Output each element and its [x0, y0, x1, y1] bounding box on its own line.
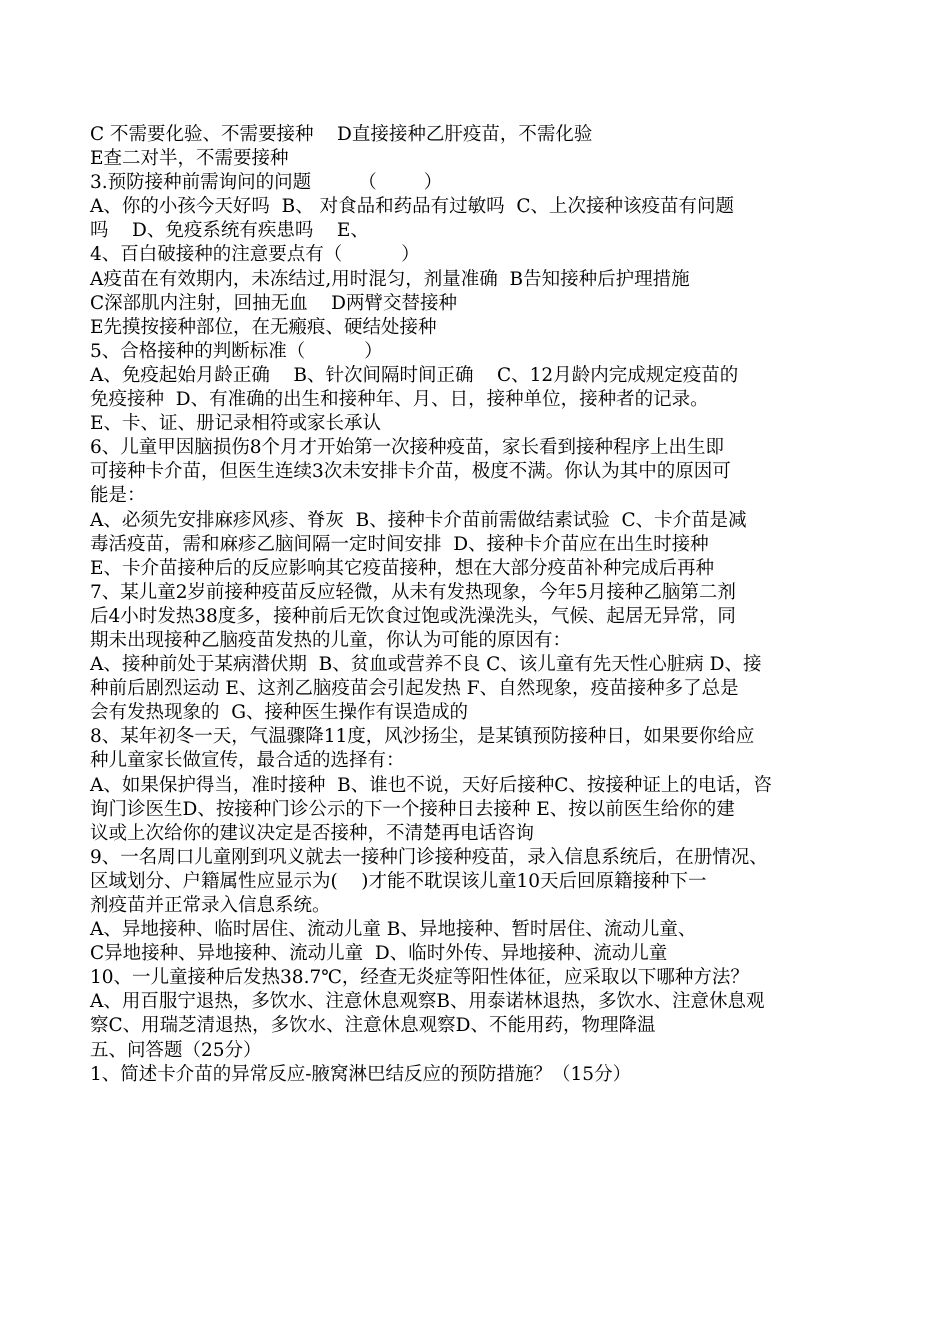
text-line: 会有发热现象的 G、接种医生操作有误造成的: [90, 702, 469, 724]
question-title: 4、百白破接种的注意要点有（ ）: [90, 244, 420, 266]
text-line: 免疫接种 D、有准确的出生和接种年、月、日，接种单位，接种者的记录。: [90, 389, 709, 411]
text-line: 种前后剧烈运动 E、这剂乙脑疫苗会引起发热 F、自然现象，疫苗接种多了总是: [90, 678, 739, 700]
text-line: 毒活疫苗，需和麻疹乙脑间隔一定时间安排 D、接种卡介苗应在出生时接种: [90, 533, 709, 555]
question-title: 7、某儿童2岁前接种疫苗反应轻微，从未有发热现象，今年5月接种乙脑第二剂: [90, 581, 736, 603]
text-line: E、卡介苗接种后的反应影响其它疫苗接种，想在大部分疫苗补种完成后再种: [90, 557, 715, 579]
text-line: A、免疫起始月龄正确 B、针次间隔时间正确 C、12月龄内完成规定疫苗的: [90, 364, 739, 386]
text-line: C深部肌内注射，回抽无血 D两臂交替接种: [90, 292, 458, 314]
question-title: 8、某年初冬一天，气温骤降11度，风沙扬尘，是某镇预防接种日，如果要你给应: [90, 726, 755, 748]
text-line: 可接种卡介苗，但医生连续3次未安排卡介苗，极度不满。你认为其中的原因可: [90, 461, 731, 483]
text-line: 询门诊医生D、按接种门诊公示的下一个接种日去接种 E、按以前医生给你的建: [90, 798, 735, 820]
section-heading: 五、问答题（25分）: [90, 1039, 262, 1061]
text-line: 察C、用瑞芝清退热，多饮水、注意休息观察D、不能用药，物理降温: [90, 1015, 656, 1037]
text-line: E查二对半，不需要接种: [90, 148, 289, 170]
text-line: A、必须先安排麻疹风疹、脊灰 B、接种卡介苗前需做结素试验 C、卡介苗是减: [90, 509, 747, 531]
text-line: 议或上次给你的建议决定是否接种，不清楚再电话咨询: [90, 822, 535, 844]
text-line: 剂疫苗并正常录入信息系统。: [90, 895, 331, 916]
question-title: 1、简述卡介苗的异常反应-腋窝淋巴结反应的预防措施？（15分）: [90, 1063, 632, 1085]
question-title: 6、儿童甲因脑损伤8个月才开始第一次接种疫苗，家长看到接种程序上出生即: [90, 437, 725, 459]
text-line: A疫苗在有效期内，未冻结过,用时混匀，剂量准确 B告知接种后护理措施: [90, 268, 690, 290]
text-line: C异地接种、异地接种、流动儿童 D、临时外传、异地接种、流动儿童: [90, 943, 668, 965]
text-line: A、接种前处于某病潜伏期 B、贫血或营养不良 C、该儿童有先天性心脏病 D、接: [90, 654, 762, 676]
question-title: 3.预防接种前需询问的问题 （ ）: [90, 172, 443, 194]
text-line: 能是：: [90, 485, 146, 507]
text-line: A、如果保护得当，准时接种 B、谁也不说，天好后接种C、按接种证上的电话，咨: [90, 774, 772, 796]
text-line: A、异地接种、临时居住、流动儿童 B、异地接种、暂时居住、流动儿童、: [90, 919, 697, 941]
text-line: 种儿童家长做宣传，最合适的选择有：: [90, 750, 405, 772]
text-line: C 不需要化验、不需要接种 D直接接种乙肝疫苗，不需化验: [90, 124, 593, 145]
question-title: 10、一儿童接种后发热38.7℃，经查无炎症等阳性体征，应采取以下哪种方法？: [90, 967, 749, 989]
text-line: A、用百服宁退热，多饮水、注意休息观察B、用泰诺林退热，多饮水、注意休息观: [90, 991, 765, 1013]
text-line: A、你的小孩今天好吗 B、 对食品和药品有过敏吗 C、上次接种该疫苗有问题: [90, 196, 735, 218]
text-line: E、卡、证、册记录相符或家长承认: [90, 413, 382, 435]
document-page: [90, 123, 880, 1087]
text-line: 区域划分、户籍属性应显示为( )才能不耽误该儿童10天后回原籍接种下一: [90, 870, 707, 892]
text-line: E先摸按接种部位，在无瘢痕、硬结处接种: [90, 316, 437, 338]
text-line: 期未出现接种乙脑疫苗发热的儿童，你认为可能的原因有：: [90, 629, 572, 651]
text-line: 后4小时发热38度多，接种前后无饮食过饱或洗澡洗头，气候、起居无异常，同: [90, 605, 736, 627]
text-line: 吗 D、免疫系统有疾患吗 E、: [90, 220, 369, 242]
question-title: 5、合格接种的判断标准（ ）: [90, 340, 383, 362]
question-title: 9、一名周口儿童刚到巩义就去一接种门诊接种疫苗，录入信息系统后，在册情况、: [90, 846, 768, 868]
